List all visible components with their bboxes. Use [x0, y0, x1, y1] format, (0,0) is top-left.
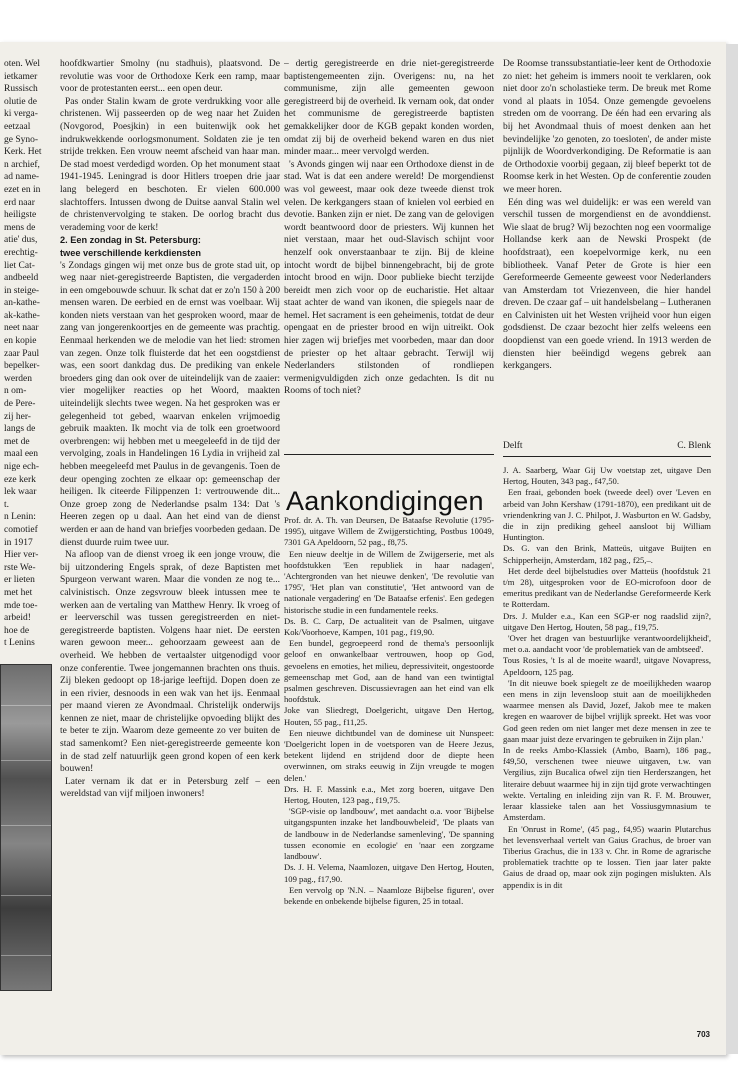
- announcement-entry: Het derde deel bijbelstudies over Matteüs (hoofdstuk 21 t/m 28), uitgesproken voor de EO-microfoon door de emeritus predikant van de Nederlandse Gereformeerde Kerk te Rotterdam.: [503, 565, 711, 610]
- cropped-text-line: eetzaal: [4, 121, 31, 132]
- cropped-text-line: ki verga-: [4, 109, 38, 120]
- paragraph: – dertig geregistreerde en drie niet-geregistreerde baptistengemeenten zijn. Overigens: nu, na het communisme, zijn alle gemeenten gewoon geregistreerd bij de overheid. Ik vernam ook, dat onder het communisme de geregistreerde baptisten gemakkelijker door de KGB gepakt konden worden, omdat zij bij de overheid bekend waren en dus niet minder maar... meer vervolgd werden.: [284, 59, 494, 158]
- paragraph: 's Avonds gingen wij naar een Orthodoxe dienst in de stad. Wat is dat een andere wereld! De morgendienst was vol geweest, maar ook deze tweede dienst trok velen. De kerkgangers staan of knielen vol eerbied en devotie. Banken zijn er niet. De zang van de gelovigen wordt beantwoord door de priesters. Wij kunnen het niet verstaan, maar het oud-Slavisch schijnt voor henzelf ook onverstaanbaar te zijn. Bij de kleine intocht wordt de bijbel binnengebracht, bij de grote intocht brood en wijn. Door publieke biecht terzijde bereidt men zich voor op de eucharistie. Het altaar staat achter de wand van ikonen, die spiegels naar de hemel. Het sacrament is een geheimenis, totdat de deur opengaat en de priester brood en wijn uitreikt. Ook hier zagen wij briefjes met voorbeden, maar dan door de priester op het altaar gebracht. Terwijl wij Nederlanders stilstonden of rondliepen vermenigvuldigden zich onze gedachten. Is dit nu Rooms of toch niet?: [284, 159, 494, 397]
- cropped-text-line: ad name-: [4, 172, 40, 183]
- announcement-entry: Een bundel, gegroepeerd rond de thema's persoonlijk geloof en onwankelbaar vertrouwen, hoop op God, gevoelens en emoties, het milieu, depressiviteit, ongestoorde gemeenschap met God, aan de hand van een twintigtal psalmen geschreven. Discussievragen aan het eind van elk hoofdstuk.: [284, 638, 494, 705]
- announcement-entry: Joke van Sliedregt, Doelgericht, uitgave Den Hertog, Houten, 55 pag., f11,25.: [284, 705, 494, 727]
- paragraph: Pas onder Stalin kwam de grote verdrukking voor alle christenen. Wij passeerden op de weg naar het Zuiden (Novgorod, Poesjkin) in een buitenwijk ook het indrukwekkende oorlogsmonument. Soldaten zie je ten strijde trekken. Een vrouw neemt afscheid van haar man. De stad moest verdedigd worden. Op het monument staat 1941-1945. Leningrad is door Hitlers troepen drie jaar lang belegerd en beschoten. Er vielen 600.000 slachtoffers. Intussen dwong de Duitse aanval Stalin wel de christenvervolging te staken. De oorlog bracht dus verademing voor de kerk!: [60, 96, 280, 233]
- cropped-text-line: werden: [4, 373, 32, 384]
- cropped-text-line: Russisch: [4, 84, 38, 95]
- article-column-3: [503, 58, 711, 453]
- cropped-text-line: oten. Wel: [4, 59, 40, 69]
- announcement-entry: Tous Rosies, 't Is al de moeite waard!, uitgave Novapress, Apeldoorn, 125 pag.: [503, 655, 711, 677]
- cropped-text-line: nige ech-: [4, 462, 40, 472]
- article-signature: [503, 441, 711, 451]
- cropped-text-line: atie' dus,: [4, 235, 38, 246]
- cropped-text-line: met het: [4, 587, 33, 598]
- paragraph: hoofdkwartier Smolny (nu stadhuis), plaatsvond. De revolutie was voor de Orthodoxe Kerk een ramp, maar voor de protestanten eerst... een open deur.: [60, 59, 280, 95]
- cropped-text-line: n Lenin:: [4, 512, 36, 523]
- announcements-column-1: [284, 515, 494, 1035]
- cropped-text-line: en kopie: [4, 336, 37, 347]
- cropped-text-line: erd naar: [4, 197, 35, 208]
- announcement-entry: Een vervolg op 'N.N. – Naamloze Bijbelse figuren', over bekende en onbekende bijbelse figuren, 25 in totaal.: [284, 884, 494, 906]
- cropped-text-line: bepelker-: [4, 361, 40, 372]
- cropped-text-line: in 1917: [4, 537, 33, 548]
- article-column-1: [60, 58, 280, 1053]
- announcements-column-2: [503, 465, 711, 1035]
- announcement-entry: 'Over het dragen van bestuurlijke verantwoordelijkheid', met o.a. aandacht voor 'de problematiek van de ambtseed'.: [503, 633, 711, 655]
- cropped-text-line: met de: [4, 436, 30, 447]
- cropped-text-line: erechtig-: [4, 247, 38, 258]
- cropped-text-line: ge Syno-: [4, 134, 39, 145]
- cropped-text-line: comotief: [4, 524, 38, 535]
- announcement-entry: 'SGP-visie op landbouw', met aandacht o.a. voor 'Bijbelse uitgangspunten inzake het landbouwbeleid', 'De plaats van de landbouw in de Nederlandse samenleving', 'De spanning tussen economie en ecologie' en 'naar een zorgzame landbouw'.: [284, 806, 494, 862]
- cropped-text-line: neet naar: [4, 323, 39, 334]
- announcement-entry: Een fraai, gebonden boek (tweede deel) over 'Leven en arbeid van John Kershaw (1791-1870), een predikant uit de vriendenkring van J. C. Philpot, J. Wasburton en W. Gadsby, die in zijn prediking geheel aansloot bij William Huntington.: [503, 487, 711, 543]
- column-rule: [503, 456, 711, 457]
- cropped-text-line: langs de: [4, 424, 36, 435]
- cropped-text-line: Kerk. Het: [4, 147, 42, 158]
- announcement-entry: Drs. H. F. Massink e.a., Met zorg boeren, uitgave Den Hertog, Houten, 123 pag., f19,75.: [284, 783, 494, 806]
- announcement-entry: Ds. B. C. Carp, De actualiteit van de Psalmen, uitgave Kok/Voorhoeve, Kampen, 101 pag., f19,90.: [284, 615, 494, 638]
- cropped-text-line: ak-kathe-: [4, 310, 40, 321]
- page-number: 703: [696, 1030, 710, 1039]
- cropped-text-line: zij her-: [4, 411, 31, 422]
- article-column-2: [284, 58, 494, 453]
- cropped-text-line: olutie de: [4, 96, 37, 107]
- signature-author: C. Blenk: [677, 441, 711, 451]
- signature-place: Delft: [503, 441, 523, 451]
- announcement-entry: Ds. G. van den Brink, Matteüs, uitgave Buijten en Schipperheijn, Amsterdam, 182 pag., f25,–.: [503, 543, 711, 565]
- column-rule: [284, 454, 494, 455]
- paragraph: Na afloop van de dienst vroeg ik een jonge vrouw, die bij uitzondering Engels sprak, of deze Baptisten met Spurgeon verwant waren. Maar die vonden ze nog te... calvinistisch. Onze zegsvrouw bleek intussen mee te werken aan de vertaling van Matthew Henry. Ik vroeg of er leerverschil was tussen geregistreerden en niet-geregistreerde baptisten. Volgens haar niet. De eersten waren gewoon meer... gehoorzaam geweest aan de overheid. We hebben de vertaalster uitgenodigd voor onze conferentie. Twee jongemannen brachten ons thuis. Zij bleken gedoopt op 18-jarige leeftijd. Dopen doen ze in een rivier, desnoods in een wak van het ijs. Eenmaal per maand vieren ze Avondmaal. Christelijk onderwijs kennen ze niet, maar de christelijke opvoeding blijkt des te beter te zijn. Waarom deze gemeente zo ver buiten de stad samenkomt? Een niet-geregistreerde gemeente kon in de stad zelf natuurlijk geen grond kopen of een kerk bouwen!: [60, 550, 280, 775]
- cropped-text-line: lek waar: [4, 487, 37, 498]
- paragraph: Eén ding was wel duidelijk: er was een wereld van verschil tussen de morgendienst en de avonddienst. Wie slaat de brug? Wij bezochten nog een voormalige Hollandse kerk aan de Newski Prospekt (de hoofdstraat), een koepelvormige kerk, nu een bibliotheek. Vanaf Peter de Grote is hier een Gereformeerde Gemeente geweest voor Nederlanders van Amsterdam tot Vriezenveen, die hier handel dreven. De czaar gaf – uit handelsbelang – Lutheranen en Calvinisten uit het Westen vrijheid voor hun eigen godsdienst. De czaar bezocht hier zelfs weleens een doopdienst van een goede vriend. In 1913 werden de diensten hier beëindigd wegens gebrek aan kerkgangers.: [503, 197, 711, 372]
- cropped-text-line: hoe de: [4, 625, 30, 636]
- cropped-text-line: liet Cat-: [4, 260, 35, 271]
- cropped-text-line: arbeid!: [4, 613, 31, 624]
- cropped-text-line: zaar Paul: [4, 348, 40, 359]
- paragraph: 's Zondags gingen wij met onze bus de grote stad uit, op weg naar niet-geregistreerde Baptisten, die vergaderden in een omgebouwde schuur. Ik schat dat er zo'n 150 à 200 mensen waren. De eerbied en de ernst was voelbaar. Wij konden niets verstaan van het gesproken woord, maar de zang van jongerenkoortjes en de gemeente was prachtig. Eenmaal herkenden we de melodie van het lied: stromen van zegen. Onze tolk fluisterde dat het een oogstdienst was, een soort dankdag dus. De prediking van enkele broeders ging dan ook over de uiteindelijk van de zaaier: vier mogelijker reacties op het Woord, maakten uiteindelijk slechts twee wegen. Na het gesproken was er gelegenheid tot gebed, waarvan enkelen vrijmoedig gebruik maakten. Ik mocht via de tolk een groetwoord overbrengen: wij hebben met u meegeleefd in de tijd der vervolging, zoals in Handelingen 16 Lydia in vrijheid zal hebben meegeleefd met Paulus in de gevangenis. Toen de deur openging zochten ze elkaar op: gemeenschap der heiligen. Ik citeerde Filippenzen 1: vertrouwende dit... Onze groep zong de Nederlandse psalm 134: Dat 's Heeren zegen op u daal. Aan het eind van de dienst werden er aan de hand van briefjes voorbeden gedaan. De dienst duurde ruim twee uur.: [60, 260, 280, 548]
- cropped-text-line: rste We-: [4, 562, 36, 573]
- cropped-text-line: mens de: [4, 222, 36, 233]
- cropped-text-line: an-kathe-: [4, 298, 40, 309]
- announcement-entry: En 'Onrust in Rome', (45 pag., f4,95) waarin Plutarchus het levensverhaal vertelt van Gaius Grachus, de broer van Tiberius Grachus, die in 133 v. Chr. in Rome de agrarische problematiek trachtte op te lossen. Tien jaar later pakte Gaius de draad op, maar ook zijn pogingen mislukten. Als appendix is in dit: [503, 823, 711, 890]
- cropped-text-line: ietkamer: [4, 71, 38, 82]
- cropped-text-line: maal een: [4, 449, 39, 460]
- cropped-text-line: eze kerk: [4, 474, 36, 485]
- cropped-text-line: er lieten: [4, 575, 35, 586]
- paragraph: Later vernam ik dat er in Petersburg zelf – een wereldstad van vijf miljoen inwoners!: [60, 776, 280, 800]
- announcement-entry: Prof. dr. A. Th. van Deursen, De Bataafse Revolutie (1795-1995), uitgave Willem de Zwijgerstichting, Postbus 10049, 7301 GA Apeldoorn, 52 pag., f8,75.: [284, 515, 494, 548]
- announcement-entry: Een nieuwe dichtbundel van de dominese uit Nunspeet: 'Doelgericht lopen in de voetsporen van de Heere Jezus, betekent lijdend en strijdend door de diepte heen overwinnen, om straks eeuwig in Zijn vreugde te mogen delen.': [284, 727, 494, 783]
- cropped-text-line: n om-: [4, 386, 27, 397]
- cropped-text-line: t Lenins: [4, 638, 35, 649]
- cropped-photo: [0, 664, 52, 991]
- cropped-text-line: heiligste: [4, 210, 37, 221]
- cropped-text-line: t.: [4, 499, 10, 510]
- cropped-text-line: Hier ver-: [4, 550, 39, 561]
- announcement-entry: Ds. J. H. Velema, Naamlozen, uitgave Den Hertog, Houten, 109 pag., f17,90.: [284, 862, 494, 884]
- section-heading: [60, 234, 280, 259]
- cropped-text-line: ezet en in: [4, 184, 41, 195]
- cropped-text-line: in steige-: [4, 285, 40, 296]
- paragraph: De Roomse transsubstantiatie-leer kent de Orthodoxie zo niet: het geheim is immers nooit te verklaren, ook niet door zo'n scholastieke term. De breuk met Rome vond al plaats in 1054. Onze gemengde gevoelens streden om de voorrang. De één had een ervaring als bij het Avondmaal thuis of moest denken aan het bevindelijke 'zo genoten, zo toesloten', de ander miste pijnlijk de Woordverkondiging. De Reformatie is aan de Orthodoxie voorbij gegaan, zij bleef beperkt tot de Roomse kerk in het Westen. Op de conferentie zouden we meer horen.: [503, 59, 711, 195]
- announcement-entry: 'In dit nieuwe boek spiegelt ze de moeilijkheden waarop een mens in zijn levensloop stuit aan de moeilijkheden waarmee mensen als David, Jozef, Jakob mee te maken kregen en waarover de bijbel vrijlijk spreekt. Het was voor God geen reden om niet langer met deze mensen in zee te gaan maar juist deze ervaringen te gebruiken in Zijn plan.': [503, 677, 711, 744]
- announcements-heading: Aankondigingen: [286, 486, 484, 516]
- cropped-text-line: andbeeld: [4, 273, 39, 284]
- announcement-entry: Drs. J. Mulder e.a., Kan een SGP-er nog raadslid zijn?, uitgave Den Hertog, Houten, 58 pag., f19,75.: [503, 610, 711, 632]
- cropped-text-line: de Pere-: [4, 399, 36, 410]
- cropped-text-line: n archief,: [4, 159, 40, 170]
- announcement-entry: Een nieuw deeltje in de Willem de Zwijgerserie, met als hoofdstukken 'Een republiek in haar nadagen', 'Achtergronden van het nieuwe denken', 'De revolutie van 1795', 'Het plan van constitutie', 'Het antwoord van de nationale vergadering' en 'De Bataafse erfenis'. Een gedegen historische studie in een fundamentele reeks.: [284, 548, 494, 615]
- section-heading-line-1: 2. Een zondag in St. Petersburg:: [60, 235, 201, 246]
- cropped-text-line: mde toe-: [4, 600, 38, 611]
- announcement-entry: In de reeks Ambo-Klassiek (Ambo, Baarn), 186 pag., f49,50, verschenen twee nieuwe uitgaven, t.w. van Vergilius, zijn Bucalica ofwel zijn tien Herderszangen, het literaire debuut waarmee hij in zijn tijd grote verwachtingen wekte. Vertaling en inleiding zijn van R. F. M. Brouwer, leraar klassieke talen aan het Vossiusgymnasium te Amsterdam.: [503, 745, 711, 823]
- page-edge-shadow: [726, 44, 738, 1054]
- section-heading-line-2: twee verschillende kerkdiensten: [60, 247, 201, 258]
- announcement-entry: J. A. Saarberg, Waar Gij Uw voetstap zet, uitgave Den Hertog, Houten, 343 pag., f47,50.: [503, 465, 711, 487]
